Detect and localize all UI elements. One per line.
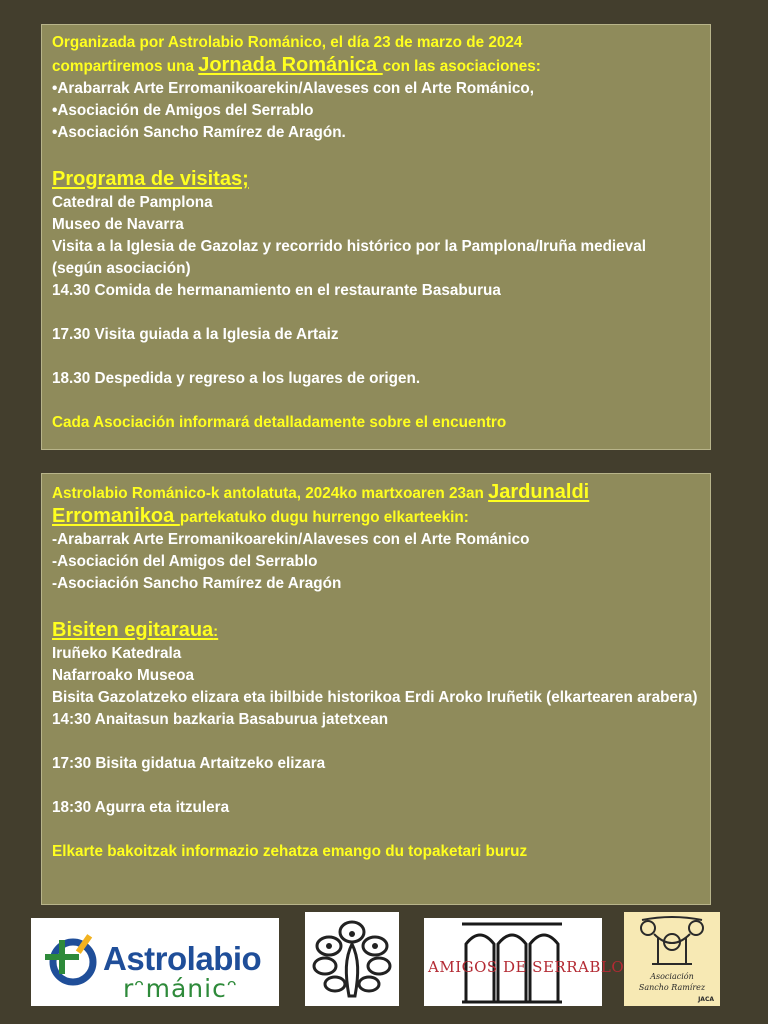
eu-program-item: Iruñeko Katedrala <box>52 645 182 662</box>
es-program-item: 14.30 Comida de hermanamiento en el restaurante Basaburua <box>52 282 501 299</box>
eu-intro-text-a: Astrolabio Románico-k antolatuta, 2024ko martxoaren 23an <box>52 485 489 502</box>
eu-jardunaldi: Jardunaldi <box>488 481 590 503</box>
eu-association-item: -Asociación del Amigos del Serrablo <box>52 553 318 570</box>
eu-visit-artaitz: 17:30 Bisita gidatua Artaitzeko elizara <box>52 755 326 772</box>
eu-program-heading: Bisiten egitaraua <box>52 619 214 641</box>
es-association-item: •Asociación de Amigos del Serrablo <box>52 102 314 119</box>
spanish-announcement-panel <box>41 24 711 450</box>
es-closing-note: Cada Asociación informará detalladamente sobre el encuentro <box>52 414 507 431</box>
romanesque-capital-icon <box>624 912 720 972</box>
eu-program-heading-line <box>52 617 700 643</box>
es-jornada-romanica: Jornada Románica <box>198 54 383 76</box>
astrolabio-emblem-icon <box>37 926 107 996</box>
es-program-heading: Programa de visitas; <box>52 168 249 190</box>
eu-program-item: 14:30 Anaitasun bazkaria Basaburua jatetxean <box>52 711 389 728</box>
es-intro-text-b: con las asociaciones: <box>382 58 541 75</box>
sancho-line-3: JACA <box>698 996 714 1003</box>
amigos-del-serrablo-logo <box>424 918 625 1006</box>
astrolabio-sub-wordmark: rᵔmánicᵔ <box>123 974 239 1003</box>
eu-program-item: Nafarroako Museoa <box>52 667 194 684</box>
eu-intro-text-b: partekatuko dugu hurrengo elkarteekin: <box>179 509 469 526</box>
es-farewell: 18.30 Despedida y regreso a los lugares de origen. <box>52 370 421 387</box>
astrolabio-wordmark: Astrolabio <box>103 940 262 977</box>
asociacion-sancho-ramirez-logo <box>624 912 720 1006</box>
tree-of-life-icon <box>305 912 399 1006</box>
es-association-item: •Asociación Sancho Ramírez de Aragón. <box>52 124 346 141</box>
eu-intro-line-2 <box>52 505 700 529</box>
eu-erromanikoa: Erromanikoa <box>52 505 180 527</box>
es-program-item: Visita a la Iglesia de Gazolaz y recorrido histórico por la Pamplona/Iruña medieval (según asociación) <box>52 238 646 277</box>
eu-program-item: Bisita Gazolatzeko elizara eta ibilbide historikoa Erdi Aroko Iruñetik (elkartearen arabera) <box>52 689 698 706</box>
es-visit-artaiz: 17.30 Visita guiada a la Iglesia de Artaiz <box>52 326 339 343</box>
eu-association-item: -Arabarrak Arte Erromanikoarekin/Alaveses con el Arte Románico <box>52 531 530 548</box>
basque-announcement-panel <box>41 473 711 905</box>
eu-closing-note: Elkarte bakoitzak informazio zehatza emango du topaketari buruz <box>52 843 528 860</box>
es-association-item: •Arabarrak Arte Erromanikoarekin/Alaveses con el Arte Románico, <box>52 80 535 97</box>
es-intro-line-2 <box>52 54 700 78</box>
es-program-item: Catedral de Pamplona <box>52 194 213 211</box>
sancho-line-1: Asociación <box>650 972 694 981</box>
amigos-wordmark: AMIGOS DE SERRABLO <box>428 958 625 976</box>
eu-program-heading-colon: : <box>213 623 219 640</box>
serrablo-tree-logo <box>305 912 399 1006</box>
es-intro-line-1: Organizada por Astrolabio Románico, el día 23 de marzo de 2024 <box>52 34 523 51</box>
eu-association-item: -Asociación Sancho Ramírez de Aragón <box>52 575 342 592</box>
es-program-item: Museo de Navarra <box>52 216 184 233</box>
es-intro-text-a: compartiremos una <box>52 58 199 75</box>
sancho-line-2: Sancho Ramírez <box>638 983 706 992</box>
eu-farewell: 18:30 Agurra eta itzulera <box>52 799 230 816</box>
eu-intro-line-1 <box>52 481 700 505</box>
astrolabio-romanico-logo <box>31 918 279 1006</box>
